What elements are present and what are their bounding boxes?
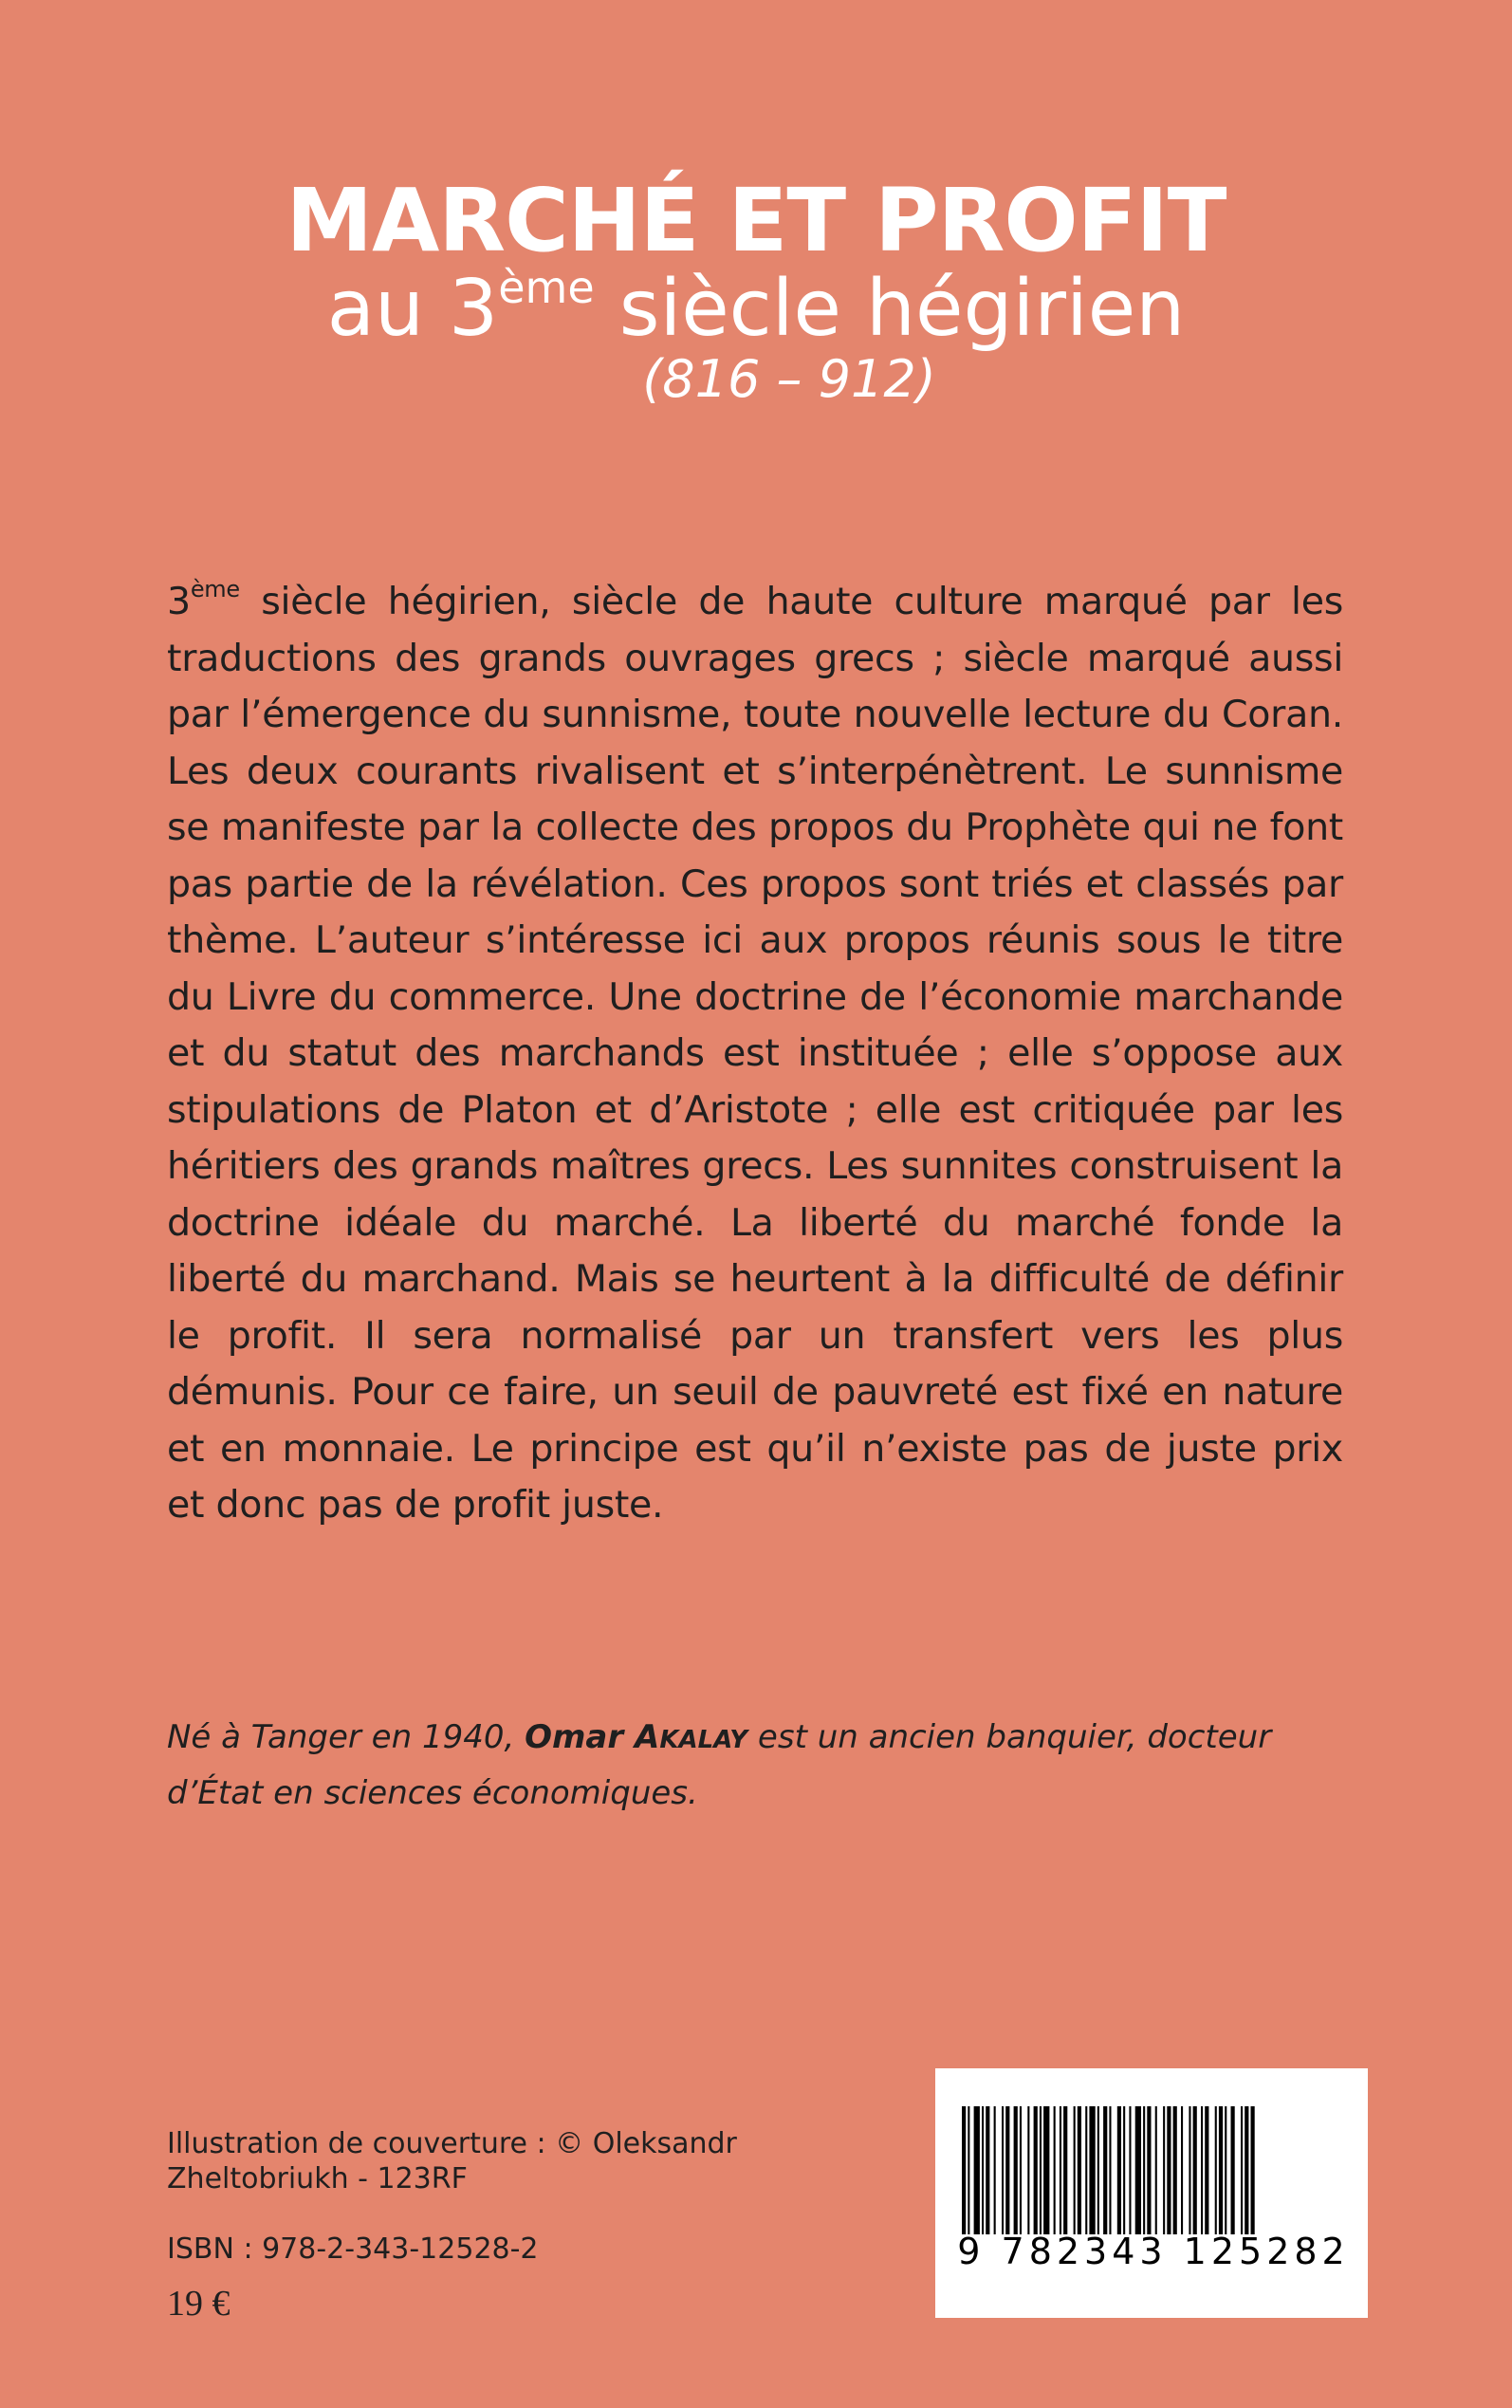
barcode-bar	[1085, 2106, 1087, 2234]
barcode-bar	[1097, 2106, 1099, 2234]
barcode-bars	[954, 2106, 1353, 2234]
barcode-bar	[968, 2106, 969, 2234]
author-bio-post: est un ancien banquier, docteur d’État en sciences économiques.	[167, 1718, 1272, 1812]
barcode-bar	[1078, 2106, 1081, 2234]
barcode-bar	[1103, 2106, 1107, 2234]
blurb-superscript: ème	[190, 576, 240, 602]
barcode-bar	[1147, 2106, 1151, 2234]
barcode-bar	[1034, 2106, 1038, 2234]
barcode-bar	[1054, 2106, 1056, 2234]
author-bio-pre: Né à Tanger en 1940,	[167, 1718, 526, 1756]
book-title: MARCHÉ ET PROFIT	[286, 170, 1226, 271]
barcode-bar	[1181, 2106, 1183, 2234]
back-cover-blurb	[167, 574, 1343, 1534]
subtitle-superscript: ème	[498, 262, 595, 313]
barcode-bar	[1040, 2106, 1042, 2234]
barcode-bar	[974, 2106, 980, 2234]
barcode-bar	[982, 2106, 984, 2234]
author-name	[525, 1718, 747, 1756]
barcode-bar	[994, 2106, 996, 2234]
barcode-bar	[1173, 2106, 1177, 2234]
barcode	[935, 2068, 1368, 2318]
author-last-rest: KALAY	[659, 1726, 748, 1754]
barcode-bar	[1215, 2106, 1217, 2234]
barcode-bar	[1027, 2106, 1029, 2234]
barcode-bar	[1060, 2106, 1061, 2234]
barcode-bar	[1225, 2106, 1226, 2234]
barcode-bar	[1109, 2106, 1111, 2234]
barcode-bar	[1123, 2106, 1125, 2234]
barcode-bar	[1002, 2106, 1004, 2234]
author-bio	[167, 1711, 1343, 1820]
barcode-bar	[1241, 2106, 1243, 2234]
barcode-bar	[1063, 2106, 1067, 2234]
barcode-bar	[1219, 2106, 1223, 2234]
barcode-bar	[1005, 2106, 1009, 2234]
barcode-bar	[1117, 2106, 1121, 2234]
barcode-bar	[1167, 2106, 1171, 2234]
book-dates: (816 – 912)	[642, 349, 936, 409]
price: 19 €	[167, 2284, 230, 2324]
barcode-bar	[986, 2106, 989, 2234]
barcode-digits: 9 782343 125282	[957, 2231, 1350, 2272]
isbn: ISBN : 978-2-343-12528-2	[167, 2232, 539, 2266]
barcode-bar	[1129, 2106, 1131, 2234]
barcode-bar	[1074, 2106, 1076, 2234]
barcode-bar	[1155, 2106, 1157, 2234]
barcode-bar	[1043, 2106, 1049, 2234]
barcode-bar	[1205, 2106, 1208, 2234]
barcode-bar	[1014, 2106, 1018, 2234]
subtitle-pre: au 3	[326, 264, 499, 354]
blurb-text: siècle hégirien, siècle de haute culture marqué par les traductions des grands ouvrages grecs ; siècle marqué aussi par l’émergence du sunnisme, toute nouvelle lecture du Coran. Les deux courants rivalisent et s’interpénètrent. Le sunnisme se manifeste par la collecte des propos du Prophète qui ne font pas partie de la révélation. Ces propos sont triés et classés par thème. L’auteur s’intéresse ici aux propos réunis sous le titre du Livre du commerce. Une doctrine de l’économie marchande et du statut des marchands est instituée ; elle s’oppose aux stipulations de Platon et d’Aristote ; elle est critiquée par les héritiers des grands maîtres grecs. Les sunnites construisent la doctrine idéale du marché. La liberté du marché fonde la liberté du marchand. Mais se heurtent à la difficulté de définir le profit. Il sera normalisé par un transfert vers les plus démunis. Pour ce faire, un seuil de pauvreté est fixé en nature et en monnaie. Le principe est qu’il n’existe pas de juste prix et donc pas de profit juste.	[167, 580, 1343, 1527]
subtitle-post: siècle hégirien	[594, 264, 1186, 354]
barcode-bar	[1245, 2106, 1248, 2234]
author-first-name: Omar	[525, 1718, 635, 1756]
barcode-bar	[1193, 2106, 1197, 2234]
barcode-bar	[1189, 2106, 1190, 2234]
barcode-bar	[1201, 2106, 1203, 2234]
barcode-bar	[962, 2106, 966, 2234]
barcode-bar	[1251, 2106, 1255, 2234]
barcode-bar	[1020, 2106, 1022, 2234]
author-last-initial: A	[634, 1718, 660, 1756]
barcode-bar	[1231, 2106, 1235, 2234]
barcode-bar	[1089, 2106, 1095, 2234]
barcode-bar	[1163, 2106, 1165, 2234]
illustration-credit: Illustration de couverture : © Oleksandr Zheltobriukh - 123RF	[167, 2127, 737, 2195]
book-subtitle	[0, 262, 1512, 357]
blurb-lead: 3	[167, 580, 191, 623]
barcode-bar	[1143, 2106, 1145, 2234]
barcode-bar	[1135, 2106, 1141, 2234]
